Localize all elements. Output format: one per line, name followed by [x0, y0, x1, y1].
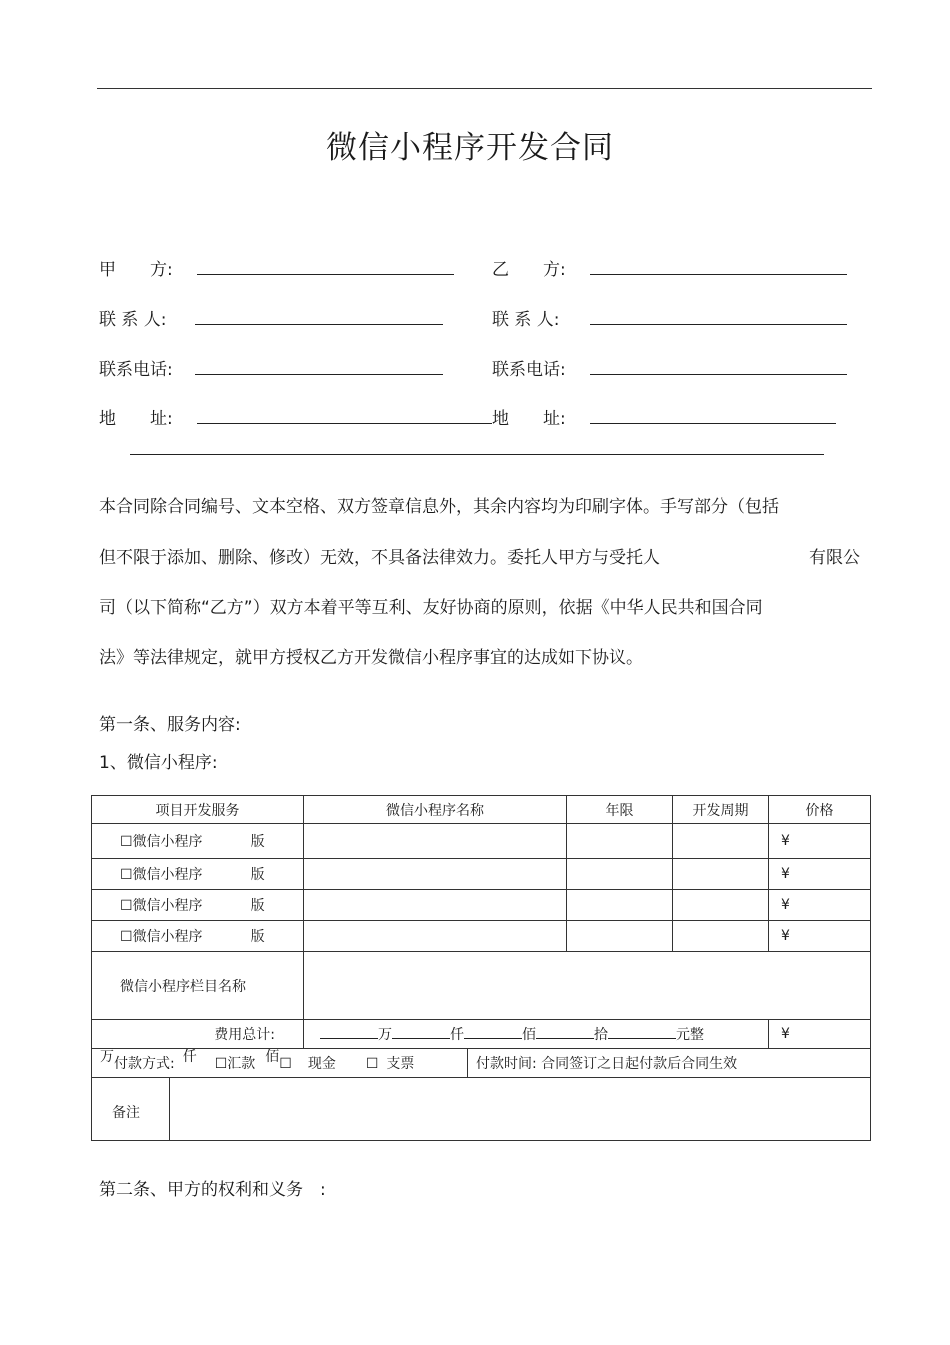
section-1-sub: 1、微信小程序: — [99, 753, 218, 773]
table-row: ☐微信小程序 版 ¥ — [92, 824, 871, 859]
party-b-field[interactable] — [590, 274, 847, 275]
name-cell[interactable] — [304, 859, 567, 890]
checkbox-cash[interactable]: ☐ — [279, 1056, 292, 1072]
price-cell[interactable]: ¥ — [769, 824, 871, 859]
total-label: 费用总计: — [92, 1020, 304, 1049]
party-b-address-field[interactable] — [590, 423, 836, 424]
price-cell[interactable]: ¥ — [769, 890, 871, 921]
party-b-contact-label: 联 系 人: — [492, 310, 560, 330]
stray-qian: 仟 — [182, 1049, 197, 1065]
party-a-address-label: 地 址: — [99, 409, 173, 429]
payment-method-cell: 万付款方式: 仟 ☐汇款 佰☐ 现金 ☐ 支票 — [92, 1049, 468, 1078]
payment-row — [92, 1049, 871, 1078]
party-a-address-field[interactable] — [197, 423, 492, 424]
column-name-row — [92, 952, 871, 1020]
name-cell[interactable] — [304, 890, 567, 921]
name-cell[interactable] — [304, 824, 567, 859]
cycle-cell[interactable] — [673, 890, 769, 921]
years-cell[interactable] — [567, 921, 673, 952]
payment-table — [91, 1048, 871, 1141]
stray-bai: 佰 — [265, 1049, 280, 1065]
party-b-label: 乙 方: — [492, 260, 566, 280]
intro-line-4: 法》等法律规定，就甲方授权乙方开发微信小程序事宜的达成如下协议。 — [99, 648, 643, 668]
cycle-cell[interactable] — [673, 859, 769, 890]
column-name-label: 微信小程序栏目名称 — [92, 952, 304, 1020]
name-cell[interactable] — [304, 921, 567, 952]
payment-time: 付款时间: 合同签订之日起付款后合同生效 — [468, 1049, 871, 1078]
col-header-years: 年限 — [567, 796, 673, 824]
party-a-contact-label: 联 系 人: — [99, 310, 167, 330]
cycle-cell[interactable] — [673, 921, 769, 952]
price-cell[interactable]: ¥ — [769, 921, 871, 952]
party-a-contact-field[interactable] — [195, 324, 443, 325]
intro-line-3: 司（以下简称“乙方”）双方本着平等互利、友好协商的原则，依据《中华人民共和国合同 — [99, 598, 763, 618]
table-row: ☐微信小程序 版 ¥ — [92, 859, 871, 890]
party-a-label: 甲 方: — [99, 260, 173, 280]
checkbox[interactable]: ☐ — [120, 898, 133, 914]
stray-wan: 万 — [100, 1049, 114, 1065]
years-cell[interactable] — [567, 890, 673, 921]
checkbox[interactable]: ☐ — [120, 929, 133, 945]
col-header-service: 项目开发服务 — [92, 796, 304, 824]
section-2-heading: 第二条、甲方的权利和义务 : — [99, 1180, 326, 1200]
checkbox[interactable]: ☐ — [120, 867, 133, 883]
total-amount-field[interactable]: 万 仟 佰 拾 元整 — [304, 1020, 769, 1049]
party-b-phone-field[interactable] — [590, 374, 847, 375]
remarks-row — [92, 1078, 871, 1141]
party-a-field[interactable] — [197, 274, 454, 275]
col-header-price: 价格 — [769, 796, 871, 824]
party-b-phone-label: 联系电话: — [492, 360, 566, 380]
checkbox-check[interactable]: ☐ — [365, 1056, 379, 1072]
address-continuation-line[interactable] — [130, 454, 824, 455]
intro-line-2: 但不限于添加、删除、修改）无效，不具备法律效力。委托人甲方与受托人 — [99, 548, 660, 568]
col-header-cycle: 开发周期 — [673, 796, 769, 824]
cycle-cell[interactable] — [673, 824, 769, 859]
intro-line-2-end: 有限公 — [809, 548, 860, 568]
table-header-row — [92, 796, 871, 824]
column-name-field[interactable] — [304, 952, 871, 1020]
remarks-field[interactable] — [170, 1078, 871, 1141]
years-cell[interactable] — [567, 824, 673, 859]
total-price-cell[interactable]: ¥ — [769, 1020, 871, 1049]
party-a-phone-label: 联系电话: — [99, 360, 173, 380]
table-row: ☐微信小程序 版 ¥ — [92, 921, 871, 952]
price-cell[interactable]: ¥ — [769, 859, 871, 890]
col-header-name: 微信小程序名称 — [304, 796, 567, 824]
section-1-heading: 第一条、服务内容: — [99, 715, 241, 735]
service-table — [91, 795, 871, 1049]
top-rule — [97, 88, 872, 89]
years-cell[interactable] — [567, 859, 673, 890]
table-row: ☐微信小程序 版 ¥ — [92, 890, 871, 921]
payment-method-label: 付款方式: — [114, 1056, 175, 1072]
party-b-address-label: 地 址: — [492, 409, 566, 429]
page-title: 微信小程序开发合同 — [326, 130, 614, 166]
checkbox[interactable]: ☐ — [120, 834, 133, 850]
party-b-contact-field[interactable] — [590, 324, 847, 325]
remarks-label: 备注 — [92, 1078, 170, 1141]
intro-line-1: 本合同除合同编号、文本空格、双方签章信息外，其余内容均为印刷字体。手写部分（包括 — [99, 497, 779, 517]
total-row — [92, 1020, 871, 1049]
checkbox-remittance[interactable]: ☐ — [214, 1056, 228, 1072]
party-a-phone-field[interactable] — [195, 374, 443, 375]
